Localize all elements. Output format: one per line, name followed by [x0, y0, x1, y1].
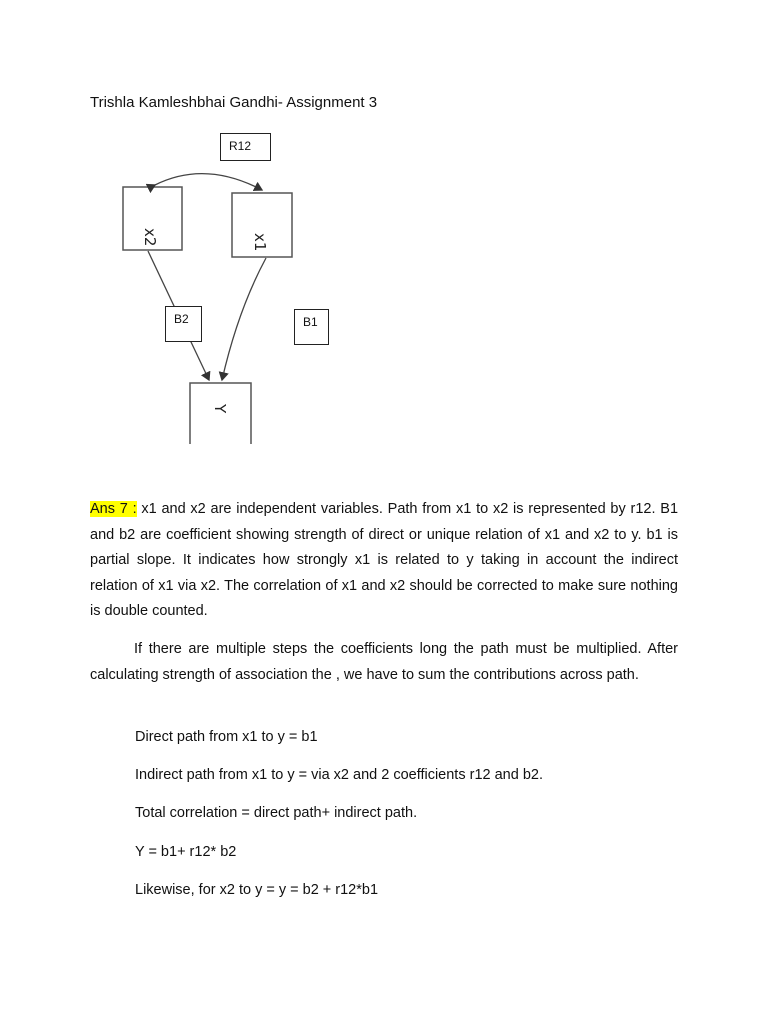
r12-label: R12 — [229, 139, 252, 153]
b1-label: B1 — [303, 315, 318, 329]
r12-label-box — [220, 133, 271, 161]
answer-label: Ans 7 : — [90, 501, 137, 517]
equation-line: Likewise, for x2 to y = y = b2 + r12*b1 — [135, 882, 379, 898]
y-label: Y — [211, 404, 229, 414]
answer-text-1: x1 and x2 are independent variables. Path from x1 to x2 is represented by r12. B1 and b2 are coefficient showing strength of direct or unique relation of x1 and x2 to y. b1 is partial slope. It indicates how strongly x1 is related to y taking in account the indirect relation of x1 via x2. The correlation of x1 and x2 should be corrected to make sure nothing is double counted. — [90, 501, 679, 619]
equation-line: Direct path from x1 to y = b1 — [135, 729, 318, 745]
path-diagram — [0, 0, 768, 460]
answer-paragraph-1 — [90, 497, 678, 625]
b2-label-box — [165, 306, 202, 342]
x1-to-y-arrow — [222, 258, 266, 380]
equation-line: Y = b1+ r12* b2 — [135, 844, 237, 860]
equation-line: Total correlation = direct path+ indirect path. — [135, 805, 418, 821]
path-diagram-svg — [0, 0, 768, 460]
b2-label: B2 — [174, 312, 189, 326]
b1-label-box — [294, 309, 329, 345]
document-title: Trishla Kamleshbhai Gandhi- Assignment 3 — [90, 94, 378, 111]
x1-label: x1 — [251, 233, 269, 252]
equation-line: Indirect path from x1 to y = via x2 and 2 coefficients r12 and b2. — [135, 767, 543, 783]
answer-text-2: If there are multiple steps the coefficients long the path must be multiplied. After calculating strength of association the , we have to sum the contributions across path. — [90, 641, 678, 683]
x2-label: x2 — [141, 228, 159, 247]
y-box — [190, 383, 251, 444]
answer-paragraph-2 — [90, 637, 678, 688]
